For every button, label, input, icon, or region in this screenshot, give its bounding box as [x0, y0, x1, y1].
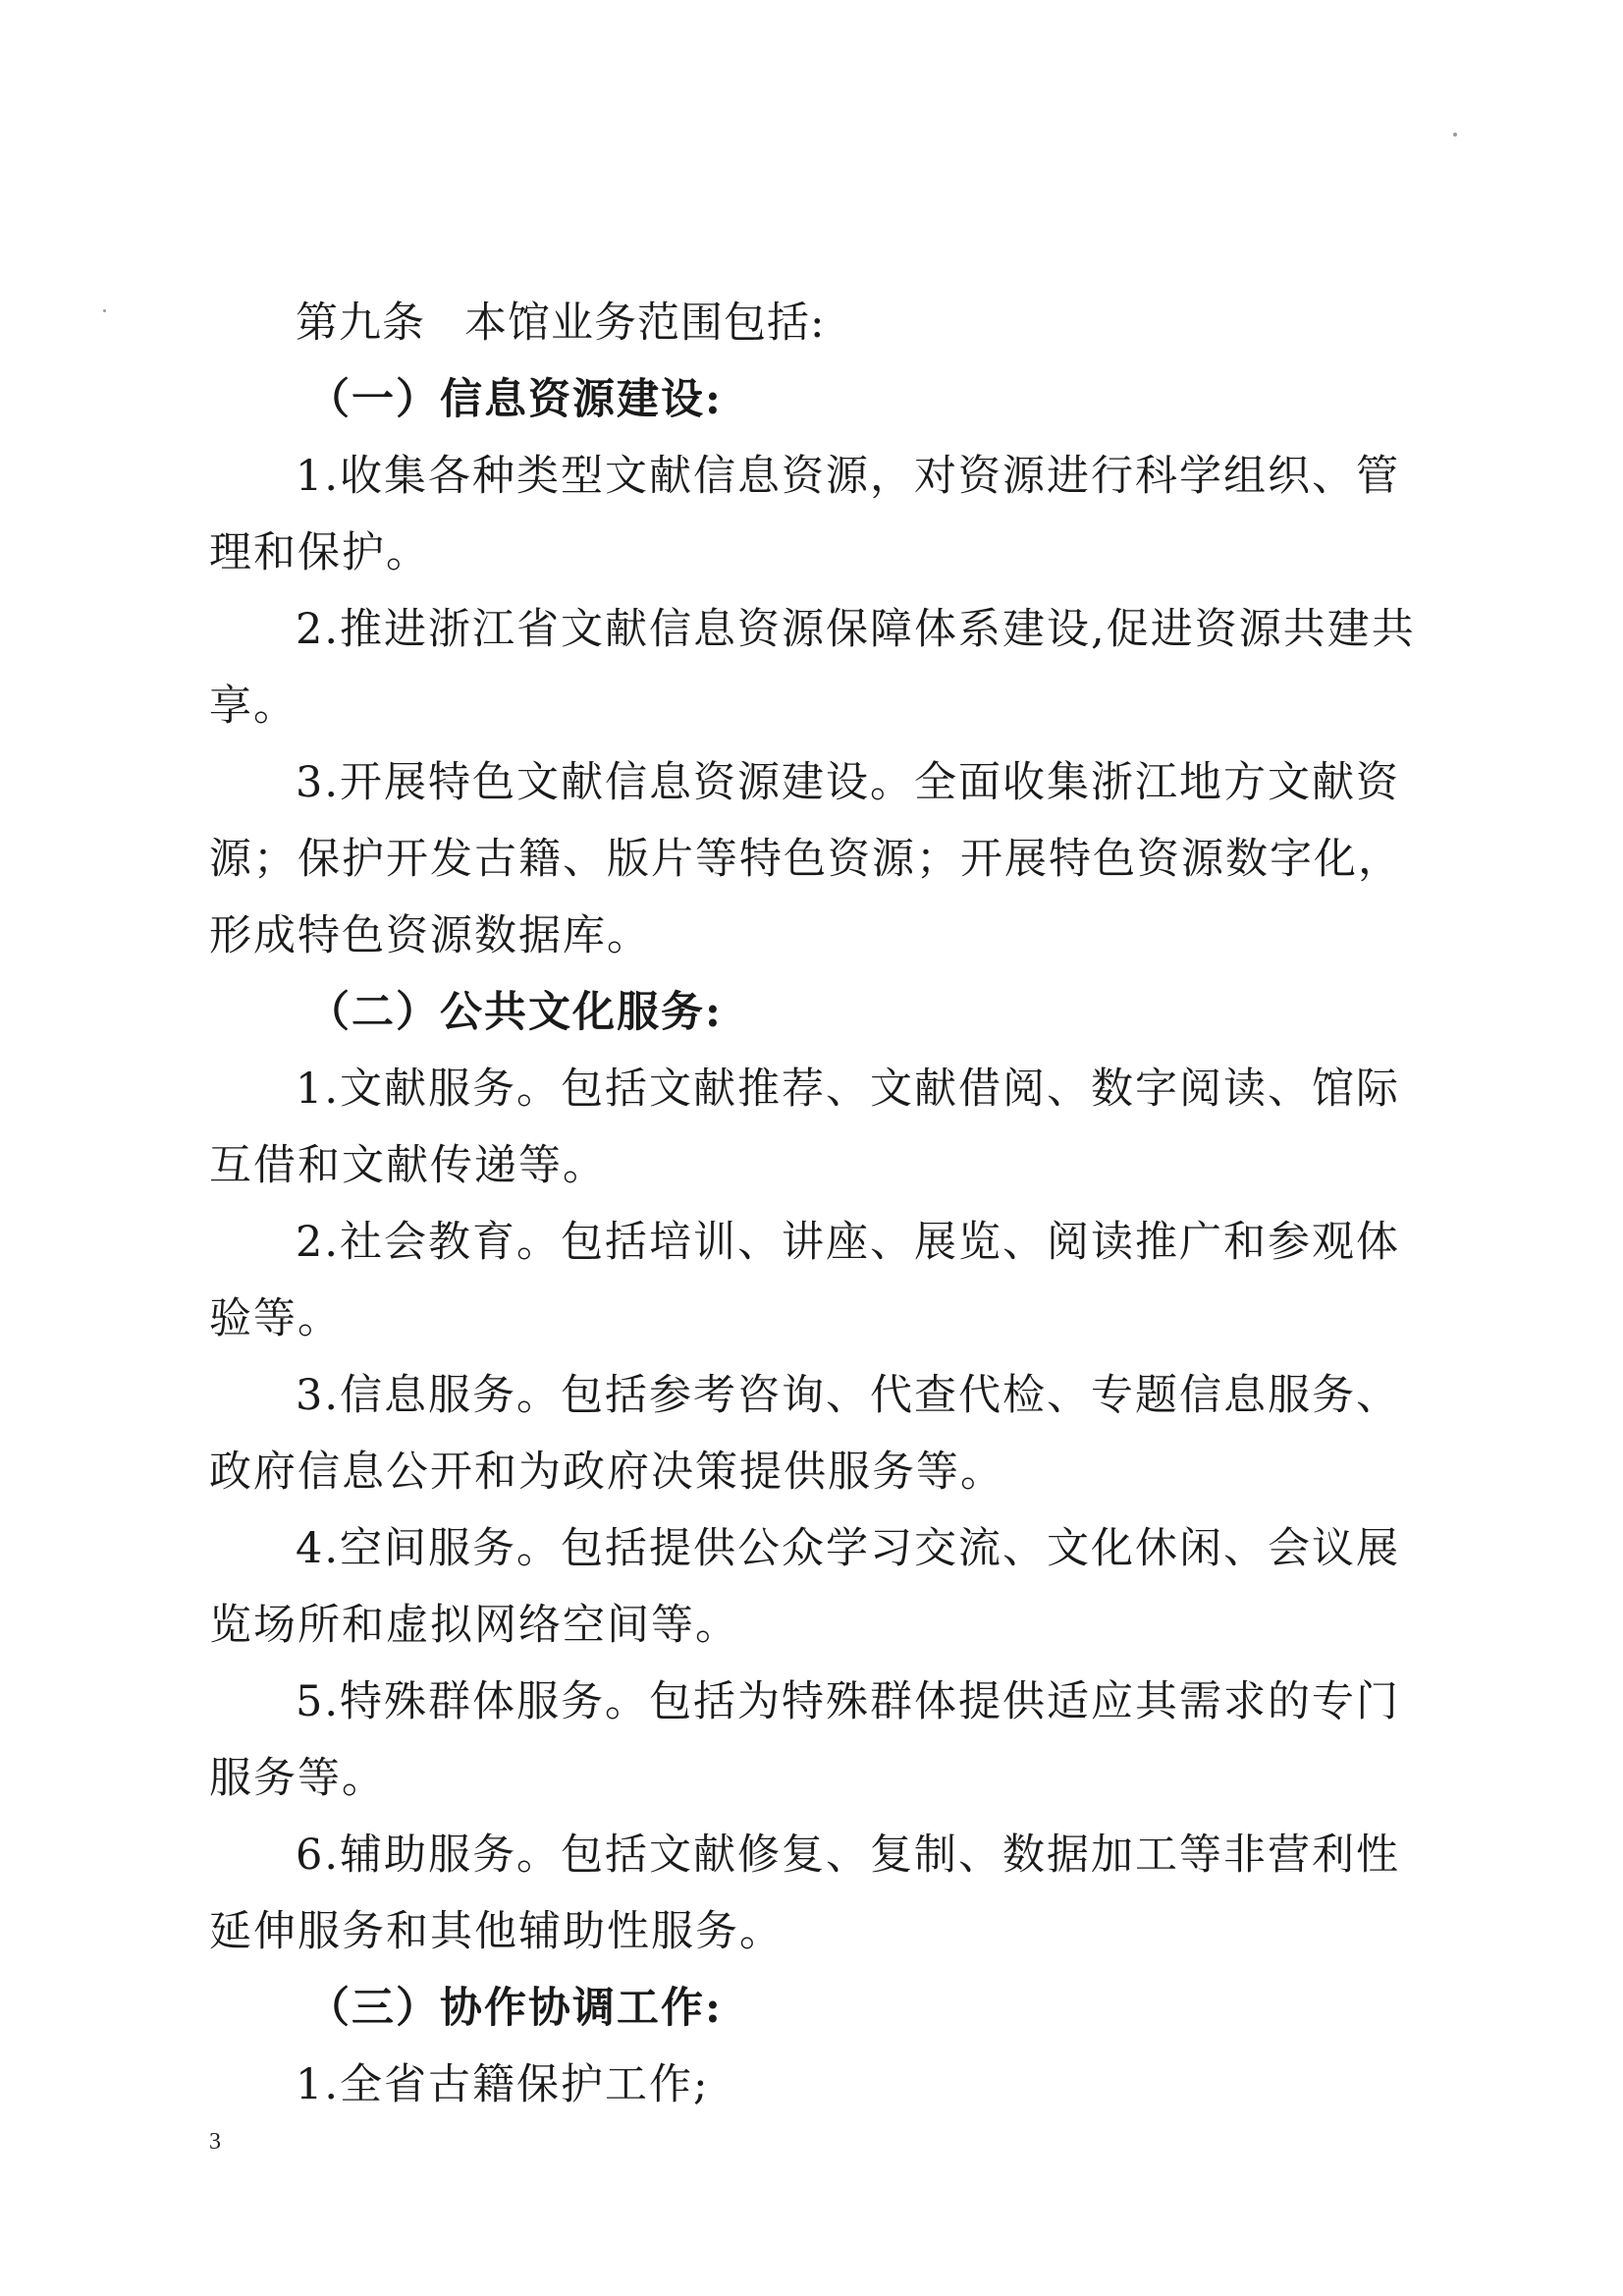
list-item: 2.社会教育。包括培训、讲座、展览、阅读推广和参观体验等。 — [209, 1218, 1401, 1343]
list-item: 2.推进浙江省文献信息资源保障体系建设,促进资源共建共享。 — [209, 605, 1416, 731]
page-number: 3 — [209, 2129, 221, 2155]
section-heading: （一）信息资源建设: — [307, 375, 723, 424]
article-label: 第九条 — [296, 299, 425, 348]
list-item: 1.文献服务。包括文献推荐、文献借阅、数字阅读、馆际互借和文献传递等。 — [209, 1065, 1401, 1190]
section-heading: （三）协作协调工作: — [307, 1984, 723, 2033]
article-heading — [209, 285, 1427, 361]
list-item: 5.特殊群体服务。包括为特殊群体提供适应其需求的专门服务等。 — [209, 1677, 1401, 1803]
list-item: 3.开展特色文献信息资源建设。全面收集浙江地方文献资源；保护开发古籍、版片等特色资源；开展特色资源数字化，形成特色资源数据库。 — [209, 758, 1402, 960]
scan-speck — [103, 309, 106, 312]
list-item: 6.辅助服务。包括文献修复、复制、数据加工等非营利性延伸服务和其他辅助性服务。 — [209, 1831, 1401, 1956]
list-item: 4.空间服务。包括提供公众学习交流、文化休闲、会议展览场所和虚拟网络空间等。 — [209, 1524, 1401, 1650]
article-text: 本馆业务范围包括: — [464, 299, 826, 348]
list-item: 3.信息服务。包括参考咨询、代查代检、专题信息服务、政府信息公开和为政府决策提供服务等。 — [209, 1371, 1401, 1497]
scan-speck — [1453, 133, 1457, 137]
section-heading: （二）公共文化服务: — [307, 988, 723, 1037]
document-body — [209, 285, 1427, 2123]
list-item: 1.收集各种类型文献信息资源，对资源进行科学组织、管理和保护。 — [209, 452, 1401, 577]
list-item: 1.全省古籍保护工作; — [296, 2060, 710, 2109]
